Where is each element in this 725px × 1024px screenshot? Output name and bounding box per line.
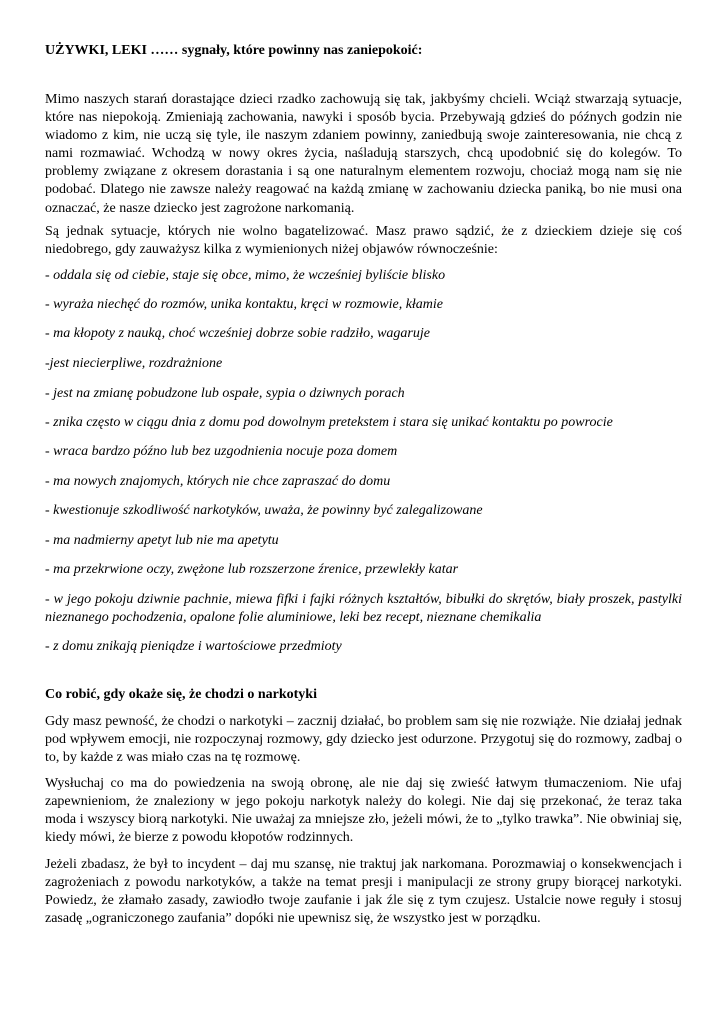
situations-paragraph: Są jednak sytuacje, których nie wolno bagatelizować. Masz prawo sądzić, że z dzieckiem dzieje się coś niedobrego, gdy zauważysz kilka z wymienionych niżej objawów równocześnie: xyxy=(45,224,682,258)
section-heading: Co robić, gdy okaże się, że chodzi o narkotyki xyxy=(45,687,317,702)
symptom-item: - znika często w ciągu dnia z domu pod dowolnym pretekstem i stara się unikać kontaktu po powrocie xyxy=(45,415,613,430)
document-title: UŻYWKI, LEKI …… sygnały, które powinny nas zaniepokoić: xyxy=(45,43,423,58)
symptom-item: - z domu znikają pieniądze i wartościowe przedmioty xyxy=(45,639,342,654)
symptom-item: - jest na zmianę pobudzone lub ospałe, sypia o dziwnych porach xyxy=(45,386,405,401)
symptom-item: - ma kłopoty z nauką, choć wcześniej dobrze sobie radziło, wagaruje xyxy=(45,326,430,341)
symptom-item: - w jego pokoju dziwnie pachnie, miewa fifki i fajki różnych kształtów, bibułki do skrętów, biały proszek, pastylki nieznanego pochodzenia, opalone folie aluminiowe, leki bez recept, nieznane chemikalia xyxy=(45,592,682,626)
symptom-item: - ma nowych znajomych, których nie chce zapraszać do domu xyxy=(45,474,391,489)
action-paragraph: Wysłuchaj co ma do powiedzenia na swoją obronę, ale nie daj się zwieść łatwym tłumaczeniom. Nie ufaj zapewnieniom, że znaleziony w jego pokoju narkotyk należy do kolegi. Nie daj się przekonać, że teraz taka moda i wszyscy biorą narkotyki. Nie uważaj za mniejsze zło, jeżeli mówi, że to „tylko trawka”. Nie obwiniaj się, kiedy mówi, że bierze z powodu kłopotów rodzinnych. xyxy=(45,776,682,846)
symptom-item: - ma nadmierny apetyt lub nie ma apetytu xyxy=(45,533,279,548)
symptom-item: - wraca bardzo późno lub bez uzgodnienia nocuje poza domem xyxy=(45,444,398,459)
action-paragraph: Jeżeli zbadasz, że był to incydent – daj mu szansę, nie traktuj jak narkomana. Porozmawiaj o konsekwencjach i zagrożeniach z powodu narkotyków, a także na temat presji i manipulacji ze strony grupy biorącej narkotyki. Powiedz, że złamało zasady, zawiodło twoje zaufanie i jak źle się z tym czujesz. Ustalcie nowe reguły i stosuj zasadę „ograniczonego zaufania” dopóki nie upewnisz się, że wszystko jest w porządku. xyxy=(45,857,682,927)
symptom-item: - wyraża niechęć do rozmów, unika kontaktu, kręci w rozmowie, kłamie xyxy=(45,297,444,312)
symptom-item: -jest niecierpliwe, rozdrażnione xyxy=(45,356,223,371)
symptom-item: - oddala się od ciebie, staje się obce, mimo, że wcześniej byliście blisko xyxy=(45,268,446,283)
intro-paragraph: Mimo naszych starań dorastające dzieci rzadko zachowują się tak, jakbyśmy chcieli. Wciąż stwarzają sytuacje, które nas niepokoją. Zmieniają zachowania, nawyki i sposób bycia. Przebywają gdzieś do późnych godzin nie wiadomo z kim, nie uczą się tyle, ile naszym zdaniem powinny, zaniedbują swoje zainteresowania, nie chcą z nami rozmawiać. Wchodzą w nowy okres życia, naśladują starszych, chcą upodobnić się do kolegów. To problemy związane z okresem dorastania i są one naturalnym elementem rozwoju, chociaż mogą nam się nie podobać. Dlatego nie zawsze należy reagować na każdą zmianę w zachowaniu dziecka paniką, bo nie musi ona oznaczać, że nasze dziecko jest zagrożone narkomanią. xyxy=(45,92,682,216)
symptom-item: - ma przekrwione oczy, zwężone lub rozszerzone źrenice, przewlekły katar xyxy=(45,562,459,577)
symptom-item: - kwestionuje szkodliwość narkotyków, uważa, że powinny być zalegalizowane xyxy=(45,503,483,518)
action-paragraph: Gdy masz pewność, że chodzi o narkotyki – zacznij działać, bo problem sam się nie rozwiąże. Nie działaj jednak pod wpływem emocji, nie rozpoczynaj rozmowy, gdy dziecko jest odurzone. Przygotuj się do rozmowy, zadbaj o to, by każde z was miało czas na tę rozmowę. xyxy=(45,714,682,766)
